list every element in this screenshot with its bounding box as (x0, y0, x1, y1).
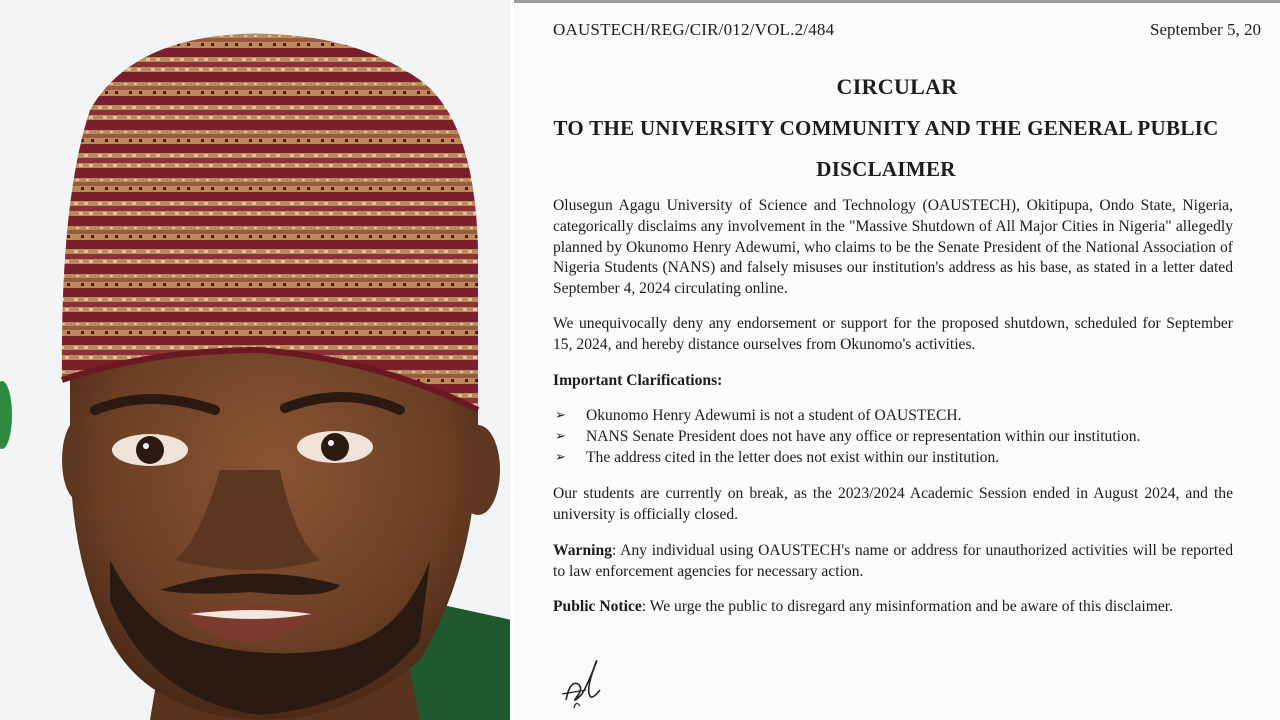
clarifications-title: Important Clarifications: (553, 372, 723, 389)
clarification-text: Okunomo Henry Adewumi is not a student of OAUSTECH. (586, 407, 962, 424)
disclaimer-heading: DISCLAIMER (816, 157, 956, 181)
circular-heading: CIRCULAR (836, 74, 958, 99)
paragraph-break-notice: Our students are currently on break, as the 2023/2024 Academic Session ended in August 2024, and the university is officially closed. (553, 485, 1233, 523)
paragraph-warning (553, 541, 1233, 583)
document-date: September 5, 20 (1150, 20, 1261, 39)
warning-text: : Any individual using OAUSTECH's name or address for unauthorized activities will be reported to law enforcement agencies for necessary action. (553, 542, 1233, 580)
paragraph-public-notice (553, 597, 1233, 618)
list-item (553, 447, 1140, 468)
arrow-bullet-icon: ➢ (555, 408, 566, 423)
arrow-bullet-icon: ➢ (555, 450, 566, 465)
clarification-text: The address cited in the letter does not exist within our institution. (586, 449, 1000, 466)
clarifications-list (553, 405, 1140, 468)
clarification-text: NANS Senate President does not have any office or representation within our institution. (586, 428, 1141, 445)
top-rule (514, 0, 1280, 3)
list-item (553, 405, 1140, 426)
portrait-photo (0, 0, 512, 720)
warning-label: Warning (553, 542, 612, 559)
signature-icon (556, 650, 616, 714)
list-item (553, 426, 1140, 447)
addressee-heading: TO THE UNIVERSITY COMMUNITY AND THE GENERAL PUBLIC (553, 116, 1219, 140)
notice-label: Public Notice (553, 598, 642, 615)
reference-number: OAUSTECH/REG/CIR/012/VOL.2/484 (553, 20, 835, 39)
circular-document (514, 0, 1280, 720)
arrow-bullet-icon: ➢ (555, 429, 566, 444)
notice-text: : We urge the public to disregard any misinformation and be aware of this disclaimer. (641, 598, 1174, 615)
paragraph-intro: Olusegun Agagu University of Science and Technology (OAUSTECH), Okitipupa, Ondo State, Nigeria, categorically disclaims any involvement in the "Massive Shutdown of All Major Cities in Nigeria" allegedly planned by Okunomo Henry Adewumi, who claims to be the Senate President of the National Association of Nigeria Students (NANS) and falsely misuses our institution's address as his base, as stated in a letter dated September 4, 2024 circulating online. (553, 197, 1233, 298)
paragraph-denial: We unequivocally deny any endorsement or support for the proposed shutdown, scheduled for September 15, 2024, and hereby distance ourselves from Okunomo's activities. (553, 315, 1233, 353)
